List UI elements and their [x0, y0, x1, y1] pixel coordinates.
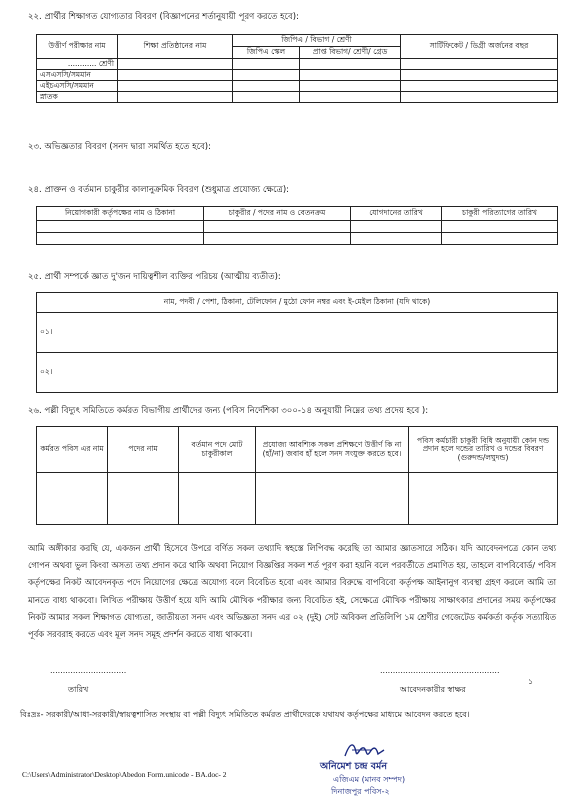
- officer-office: দিনাজপুর পবিস-২: [331, 787, 390, 796]
- edu-row-label: এসএসসি/সমমান: [37, 70, 118, 81]
- note-text: বিঃদ্রঃ- সরকারী/আধা-সরকারী/স্বায়ত্বশাসিত সংস্থায় বা পল্লী বিদ্যুৎ সমিতিতে কর্মরত প্রার্থীদেরকে যথাযথ কর্তৃপক্ষের মাধ্যমে আবেদন করতে হবে।: [20, 710, 470, 719]
- officer-title: এজিএম (মানব সম্পদ): [333, 775, 406, 784]
- header-post: চাকুরীর / পদের নাম ও বেতনক্রম: [204, 207, 351, 221]
- section-24-title: ২৪. প্রাক্তন ও বর্তমান চাকুরীর কালানুক্রমিক বিবরণ (শুধুমাত্র প্রযোজ্য ক্ষেত্রে):: [28, 185, 289, 195]
- header-tenure: বর্তমান পদে মোট চাকুরীকাল: [179, 427, 256, 473]
- header-training: প্রযোজ্য আবশ্যিক সকল প্রশিক্ষণে উত্তীর্ণ কি না (হাঁ/না) জবাব হাঁ হলে সনদ সংযুক্ত করতে হবে।: [256, 427, 409, 473]
- edu-row-label: ............ শ্রেণী: [37, 59, 118, 70]
- header-exam: উত্তীর্ণ পরীক্ষার নাম: [37, 35, 118, 59]
- reference-row: ০১।: [37, 313, 558, 353]
- education-table: [36, 34, 558, 103]
- signature-dots: ...............................................: [380, 666, 500, 675]
- file-path: C:\Users\Administrator\Desktop\Abedon Form.unicode - BA.doc- 2: [22, 770, 227, 779]
- header-gpa-group: জিপিএ / বিভাগ / শ্রেণী: [233, 35, 401, 47]
- signature-scribble-icon: [342, 738, 388, 762]
- header-cert-year: সার্টিফিকেট / ডিগ্রী অর্জনের বছর: [401, 35, 558, 59]
- section-22-title: ২২. প্রার্থীর শিক্ষাগত যোগ্যতার বিবরণ (বিজ্ঞাপনের শর্তানুযায়ী পূরণ করতে হবে):: [28, 12, 299, 22]
- signature-label: আবেদনকারীর স্বাক্ষর: [400, 685, 466, 694]
- edu-row-label: এইচএসসি/সমমান: [37, 81, 118, 92]
- date-label: তারিখ: [68, 685, 89, 694]
- header-gpa-obtained: প্রাপ্ত বিভাগ/ শ্রেণী/ গ্রেড: [300, 47, 401, 59]
- header-join-date: যোগদানের তারিখ: [351, 207, 442, 221]
- header-leave-date: চাকুরী পরিত্যাগের তারিখ: [442, 207, 558, 221]
- officer-name: অনিমেশ চন্দ্র বর্মন: [320, 761, 387, 772]
- section-26-title: ২৬. পল্লী বিদ্যুৎ সমিতিতে কর্মরত বিভাগীয় প্রার্থীদের জন্য (পবিস নির্দেশিকা ৩০০-১৪ অনুযায়ী নিম্নের তথ্য প্রদেয় হবে ):: [28, 406, 429, 416]
- header-penalty: পবিস কর্মচারী চাকুরী বিধি অনুযায়ী কোন দন্ড প্রদান হলে দন্ডের তারিখ ও দন্ডের বিবরণ (গুরুদন্ড/লঘুদন্ড): [409, 427, 558, 473]
- header-post-name: পদের নাম: [108, 427, 179, 473]
- section-23-title: ২৩. অভিজ্ঞতার বিবরণ (সনদ দ্বারা সমর্থিত হতে হবে):: [28, 142, 211, 152]
- employment-table: [36, 206, 558, 245]
- header-pbs-name: কর্মরত পবিস এর নাম: [37, 427, 108, 473]
- reference-table: [36, 292, 558, 393]
- reference-row: ০২।: [37, 353, 558, 393]
- date-dots: ..............................: [50, 666, 127, 675]
- edu-row-label: স্নাতক: [37, 92, 118, 103]
- header-reference: নাম, পদবী / পেশা, ঠিকানা, টেলিফোন / মুঠো ফোন নম্বর এবং ই-মেইল ঠিকানা (যদি থাকে): [37, 293, 558, 313]
- header-employer: নিয়োগকারী কর্তৃপক্ষের নাম ও ঠিকানা: [37, 207, 204, 221]
- section-25-title: ২৫. প্রার্থী সম্পর্কে জ্ঞাত দু'জন দায়িত্বশীল ব্যক্তির পরিচয় (আত্মীয় ব্যতীত):: [28, 272, 281, 282]
- header-gpa-scale: জিপিএ স্কেল: [233, 47, 300, 59]
- declaration-text: আমি অঙ্গীকার করছি যে, একজন প্রার্থী হিসেবে উপরে বর্ণিত সকল তথ্যাদি স্বহস্তে লিপিবদ্ধ করেছি তা আমার জ্ঞাতসারে সঠিক। যদি আবেদনপত্রে কোন তথ্য গোপন অথবা ভুল কিংবা অসত্য তথ্য প্রদান করে থাকি অথবা নিয়োগ বিজ্ঞপ্তির সকল শর্ত পূরণ করা হয়নি বলে পরবর্তীতে প্রমাণিত হয়, তাহলে বাপবিবোর্ড/ পবিস কর্তৃপক্ষের নিকট আবেদনকৃত পদে নিয়োগের ক্ষেত্রে অযোগ্য বলে বিবেচিত হবো এবং আমার বিরুদ্ধে বাপবিবো কর্তৃপক্ষ আইনানুগ ব্যবস্থা গ্রহণ করলে আমি তা মানতে বাধ্য থাকবো। লিখিত পরীক্ষায় উত্তীর্ণ হয়ে যদি আমি মৌখিক পরীক্ষার জন্য বিবেচিত হই, সেক্ষেত্রে মৌখিক পরীক্ষায় সাক্ষাৎকার প্রদানের সময় কর্তৃপক্ষের নিকট আমার সকল শিক্ষাগত যোগ্যতা, জাতীয়তা সনদ এবং অভিজ্ঞতা সনদ এর ০২ (দুই) সেট অবিকল প্রতিলিপি ১ম শ্রেণীর গেজেটেড কর্মকর্তা কর্তৃক সত্যায়িত পূর্বক সরবরাহ করতে এবং মূল সনদ সমূহ প্রদর্শন করতে বাধ্য থাকবো।: [28, 543, 556, 640]
- page-mark: ১: [528, 677, 534, 686]
- departmental-table: [36, 426, 558, 525]
- header-institution: শিক্ষা প্রতিষ্ঠানের নাম: [118, 35, 233, 59]
